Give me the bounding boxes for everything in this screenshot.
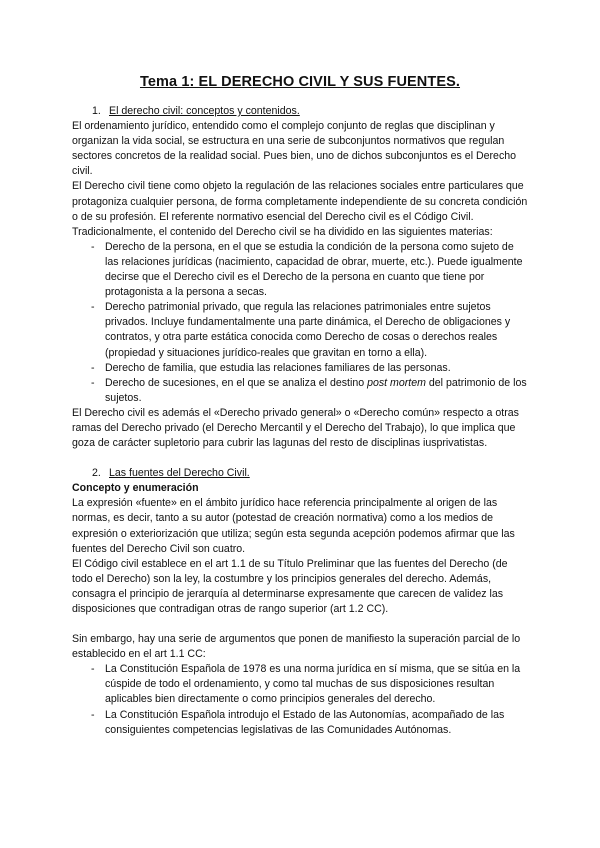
list-item-text: La Constitución Española introdujo el Estado de las Autonomías, acompañado de las consiguientes competencias legislativas de las Comunidades Autónomas. bbox=[105, 708, 505, 736]
document-body bbox=[72, 104, 530, 738]
list-item-text: La Constitución Española de 1978 es una norma jurídica en sí misma, que se sitúa en la cúspide de todo el ordenamiento, y como tal muchas de sus disposiciones resultan aplicables bien directamente o como principios generales del derecho. bbox=[105, 663, 521, 706]
section-1-paragraph-2: El Derecho civil tiene como objeto la regulación de las relaciones sociales entre particulares que protagoniza cualquier persona, de forma completamente independiente de su concreta condición o de su profesión. El referente normativo esencial del Derecho civil es el Código Civil. bbox=[72, 180, 528, 223]
list-item bbox=[72, 240, 530, 300]
list-item bbox=[72, 662, 530, 707]
section-2-paragraph-1: La expresión «fuente» en el ámbito jurídico hace referencia principalmente al origen de las normas, es decir, tanto a su autor (potestad de creación normativa) como a los medios de expresión o exteriorización que utiliza; según esta segunda acepción podemos afirmar que las fuentes del Derecho Civil son cuatro. bbox=[72, 497, 515, 555]
spacer bbox=[72, 617, 530, 632]
list-item-text: Derecho patrimonial privado, que regula las relaciones patrimoniales entre sujetos privados. Incluye fundamentalmente una parte dinámica, el Derecho de obligaciones y contratos, y otra parte estática conocida como Derecho de cosas o derechos reales (propiedad y situaciones jurídico-reales que gravitan en torno a ella). bbox=[105, 301, 511, 359]
page-title: Tema 1: EL DERECHO CIVIL Y SUS FUENTES. bbox=[139, 74, 461, 90]
list-item bbox=[72, 376, 530, 406]
list-item-text: Derecho de familia, que estudia las relaciones familiares de las personas. bbox=[105, 361, 451, 374]
bullet-dash: - bbox=[91, 663, 95, 676]
list-item-text: Derecho de la persona, en el que se estudia la condición de la persona como sujeto de las relaciones jurídicas (nacimiento, capacidad de obrar, muerte, etc.). Puede igualmente decirse que el Derecho civil es el Derecho de la persona en cuanto que tiene por protagonista a la persona a secas. bbox=[105, 240, 523, 299]
section-2-paragraph-3: Sin embargo, hay una serie de argumentos que ponen de manifiesto la superación parcial de lo establecido en el art 1.1 CC: bbox=[72, 633, 521, 661]
section-2-subheading: Concepto y enumeración bbox=[72, 482, 199, 495]
bullet-dash: - bbox=[91, 361, 95, 374]
section-2-title: Las fuentes del Derecho Civil. bbox=[109, 467, 250, 480]
section-1-heading bbox=[72, 104, 530, 119]
list-item bbox=[72, 300, 530, 360]
list-item-emphasis: post mortem bbox=[367, 376, 426, 389]
section-1-title: El derecho civil: conceptos y contenidos. bbox=[109, 105, 300, 117]
list-item bbox=[72, 708, 530, 738]
section-2-list bbox=[72, 662, 530, 737]
bullet-dash: - bbox=[91, 376, 95, 389]
list-item-text-end: del patrimonio de los sujetos. bbox=[105, 376, 527, 404]
section-1-list bbox=[72, 240, 530, 406]
section-1-number: 1. bbox=[92, 105, 101, 117]
section-2-paragraph-2: El Código civil establece en el art 1.1 de su Título Preliminar que las fuentes del Derecho (de todo el Derecho) son la ley, la costumbre y los principios generales del derecho. Además, consagra el principio de jerarquía al determinarse expresamente que carecen de validez las disposiciones que contradigan otras de rango superior (art 1.2 CC). bbox=[72, 557, 508, 615]
list-item bbox=[72, 361, 530, 376]
list-item-text-start: Derecho de sucesiones, en el que se analiza el destino bbox=[105, 376, 368, 389]
section-1-paragraph-4: El Derecho civil es además el «Derecho privado general» o «Derecho común» respecto a otras ramas del Derecho privado (el Derecho Mercantil y el Derecho del Trabajo), lo que implica que goza de carácter supletorio para cubrir las lagunas del resto de disciplinas iusprivatistas. bbox=[72, 406, 519, 450]
section-1-paragraph-3: Tradicionalmente, el contenido del Derecho civil se ha dividido en las siguientes materias: bbox=[72, 225, 493, 238]
bullet-dash: - bbox=[91, 240, 95, 253]
section-2-number: 2. bbox=[92, 467, 101, 480]
section-1-paragraph-1: El ordenamiento jurídico, entendido como el complejo conjunto de reglas que disciplinan y organizan la vida social, se estructura en una serie de subconjuntos normativos que regulan sectores concretos de la realidad social. Pues bien, uno de dichos subconjuntos es el Derecho civil. bbox=[72, 120, 517, 178]
section-2-heading bbox=[72, 466, 530, 481]
bullet-dash: - bbox=[91, 301, 95, 314]
bullet-dash: - bbox=[91, 708, 95, 721]
spacer bbox=[72, 451, 530, 466]
